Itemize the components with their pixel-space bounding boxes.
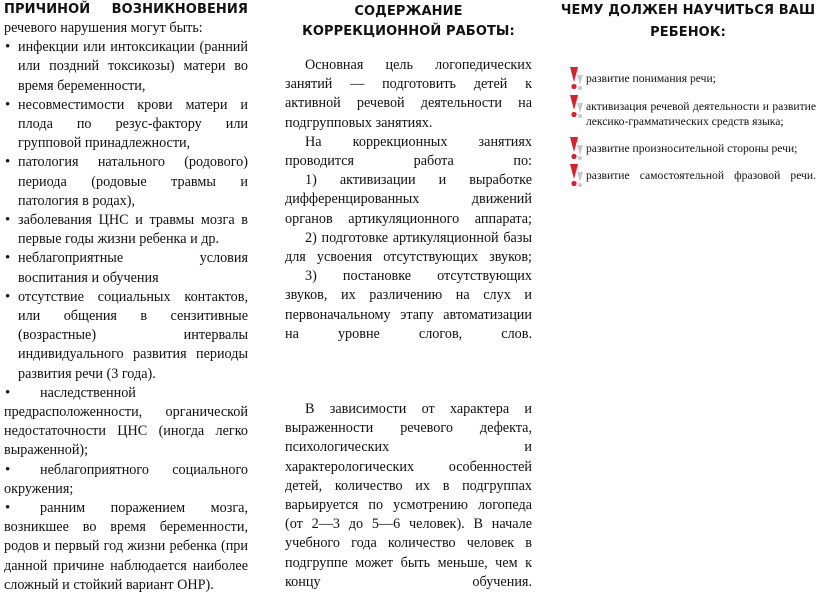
list-item: • неблагоприятные условия воспитания и обучения xyxy=(4,249,248,287)
list-item xyxy=(4,461,248,499)
goal-item xyxy=(560,168,816,184)
goal-text: активизация речевой деятельности и развитие лексико-грамматических средств языка; xyxy=(586,99,816,128)
bullet-icon: • xyxy=(5,461,11,478)
list-item-text: ранним поражением мозга, возникшее во время беременности, родов и первый год жизни ребенка (при данной причине наблюдается наиболее сложный и стойкий вариант ОНР). xyxy=(4,500,248,593)
goal-text: развитие произносительной стороны речи; xyxy=(586,141,798,155)
middle-text xyxy=(285,56,532,592)
goal-item xyxy=(560,141,816,157)
paragraph: 1) активизации и выработке дифференцированных движений органов артикуляционного аппарата; xyxy=(285,172,532,227)
right-title-line2: РЕБЕНОК: xyxy=(650,25,726,40)
list-item: • патология натального (родового) периода (родовые травмы и патология в родах), xyxy=(4,153,248,211)
list-item: • инфекции или интоксикации (ранний или поздний токсикозы) матери во время беременности, xyxy=(4,38,248,96)
left-title-word1: ПРИЧИНОЙ xyxy=(4,2,91,17)
list-item xyxy=(4,384,248,461)
middle-title-line2: КОРРЕКЦИОННОЙ РАБОТЫ: xyxy=(302,24,515,39)
middle-column xyxy=(285,0,532,592)
list-item: • заболевания ЦНС и травмы мозга в первые годы жизни ребенка и др. xyxy=(4,211,248,249)
goal-item xyxy=(560,71,816,87)
exclamation-mark-icon xyxy=(562,65,586,91)
left-intro: речевого нарушения могут быть: xyxy=(4,20,203,36)
list-item xyxy=(4,499,248,595)
exclamation-mark-icon xyxy=(562,162,586,188)
left-title-word2: ВОЗНИКНОВЕНИЯ xyxy=(111,2,248,17)
right-title-line1: ЧЕМУ ДОЛЖЕН НАУЧИТЬСЯ ВАШ xyxy=(560,3,816,18)
paragraph: 2) подготовке артикуляционной базы для усвоения отсутствующих звуков; xyxy=(285,229,532,266)
list-item: • несовместимости крови матери и плода по резус-фактору или групповой принадлежности, xyxy=(4,96,248,154)
list-item: • отсутствие социальных контактов, или общения в сензитивные (возрастные) интервалы индивидуального развития периоды развития речи (3 года). xyxy=(4,288,248,384)
exclamation-mark-icon xyxy=(562,93,586,119)
paragraph: 3) постановке отсутствующих звуков, их различению на слух и первоначальному этапу автоматизации на уровне слогов, слов. xyxy=(285,268,532,342)
bullet-icon: • xyxy=(5,500,11,517)
causes-list-extra xyxy=(4,384,248,595)
list-item-text: наследственной предрасположенности, органической недостаточности ЦНС (иногда легко выраженной); xyxy=(4,384,248,459)
right-title xyxy=(560,0,816,44)
paragraph: Основная цель логопедических занятий — подготовить детей к активной речевой деятельности на подгрупповых занятиях. xyxy=(285,57,532,131)
middle-title-line1: СОДЕРЖАНИЕ xyxy=(354,4,463,19)
goal-item xyxy=(560,99,816,130)
right-column xyxy=(560,0,816,182)
middle-title xyxy=(285,2,532,42)
goals-list xyxy=(560,56,816,184)
left-title xyxy=(4,1,248,19)
left-column xyxy=(4,0,248,595)
goal-text: развитие самостоятельной фразовой речи. xyxy=(586,169,816,182)
causes-list xyxy=(4,38,248,384)
list-item-text: неблагоприятного социального окружения; xyxy=(4,461,248,497)
exclamation-mark-icon xyxy=(562,135,586,161)
paragraph: На коррекционных занятиях проводится работа по: xyxy=(285,133,532,170)
goal-text: развитие понимания речи; xyxy=(586,72,716,85)
bullet-icon: • xyxy=(5,384,11,401)
paragraph: В зависимости от характера и выраженности речевого дефекта, психологических и характерологических особенностей детей, количество их в подгруппах варьируется по усмотрению логопеда (от 2—3 до 5—6 человек). В начале учебного года количество человек в подгруппе может быть меньше, чем к концу обучения. xyxy=(285,401,532,590)
